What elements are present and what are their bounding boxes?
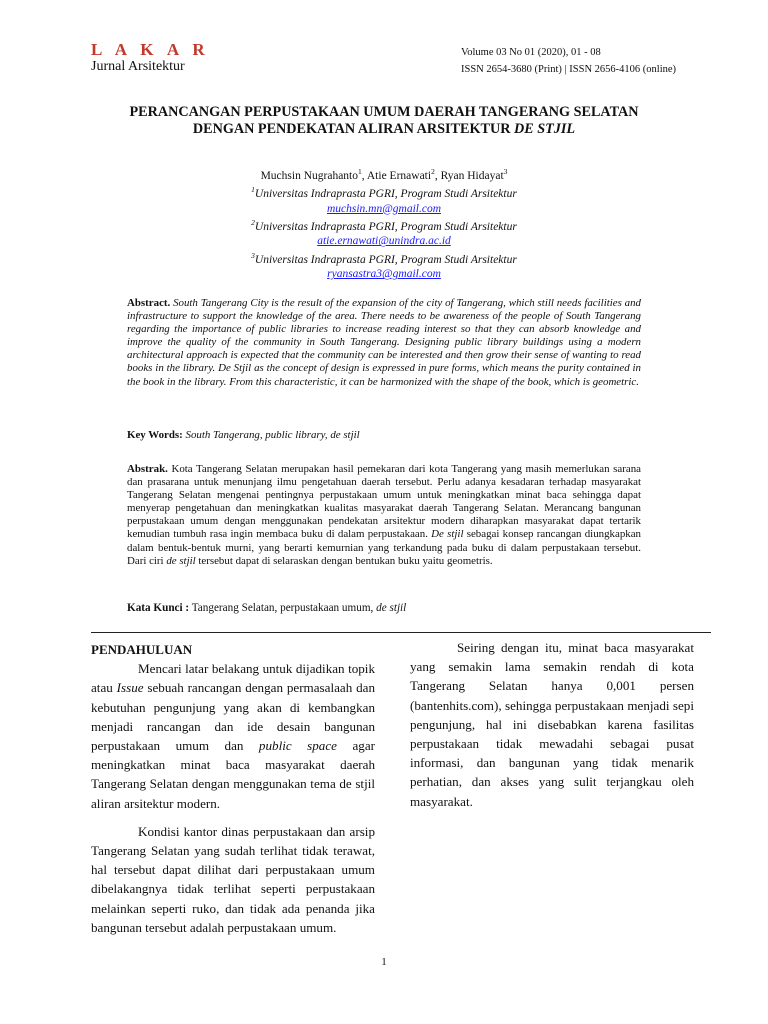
title-line2-italic: DE STJIL [514,121,576,137]
journal-logo: L A K A R [91,40,210,59]
affiliation-text: Universitas Indraprasta PGRI, Program Studi Arsitektur [254,188,517,201]
author-names: Muchsin Nugrahanto$^1$, Atie Ernawati$^2$, Ryan Hidayat$^3$ [260,167,508,182]
author-email[interactable]: atie.ernawati@unindra.ac.id [317,235,451,248]
abstrak-text: Kota Tangerang Selatan merupakan hasil pemekaran dari kota Tangerang yang masih memerlukan sarana dan prasarana untuk menunjang ilmu pengetahuan daerah tersebut. Perlu adanya kesadaran terhadap masyarakat Tangerang Selatan mengenai pentingnya perpustakaan umum untuk meningkatkan minat baca sehingga dapat menyerap pengetahuan dan meningkatkan kualitas masyarakat daerah Tangerang Selatan. Merancang bangunan perpustakaan umum dengan menggunakan pendekatan arsitektur modern diharapkan masyarakat dapat tertarik kemudian tumbuh rasa ingin membaca buku di dalam perpustakaan. [127,463,641,541]
paper-title-line1: PERANCANGAN PERPUSTAKAAN UMUM DAERAH TANGERANG SELATAN [129,104,639,120]
author-email[interactable]: ryansastra3@gmail.com [327,268,441,281]
author-sup: 1 [358,167,362,176]
page-number: 1 [381,956,387,968]
kata-kunci-label: Kata Kunci : [127,602,190,614]
body-text: Mencari latar belakang untuk dijadikan topik atau [91,661,375,696]
abstrak-italic: de stjil [166,554,196,567]
affiliation-text: Universitas Indraprasta PGRI, Program Studi Arsitektur [254,220,517,233]
body-italic: Issue [116,680,144,696]
author-sup: 3 [503,167,508,176]
body-text: sebuah rancangan dengan permasalaah dan kebutuhan pengunjung yang akan di kembangkan menjadi rancangan dan ide desain bangunan perpustakaan umum dan [91,680,375,754]
keywords-english [127,429,360,441]
affiliation-text: Universitas Indraprasta PGRI, Program Studi Arsitektur [254,253,517,266]
affiliation-sup: 1 [251,185,255,195]
title-line2-text: DENGAN PENDEKATAN ALIRAN ARSITEKTUR [192,121,514,137]
affiliation [100,183,668,201]
body-italic: public space [258,738,337,754]
paper-title-line2 [60,121,708,138]
keywords-label: Key Words: [127,429,183,441]
keywords-indonesian [127,602,406,614]
kata-kunci-italic: de stjil [376,602,407,614]
body-paragraph: Kondisi kantor dinas perpustakaan dan arsip Tangerang Selatan yang sudah terlihat tidak terawat, hal tersebut dapat dilihat dari perpustakaan umum dibelakangnya tidak terlihat seperti perpustakaan melainkan seperti ruko, dan tidak ada penanda jika bangunan tersebut adalah perpustakaan umum. [91,823,375,935]
abstrak-text: tersebut dapat di selaraskan dengan bentukan buku yaitu geometris. [195,554,493,567]
author-email[interactable]: muchsin.mn@gmail.com [326,202,442,215]
author-name: Ryan Hidayat [440,169,504,182]
volume-info: Volume 03 No 01 (2020), 01 - 08 [461,47,601,58]
authors-block [100,165,668,282]
abstrak-text: sebagai konsep rancangan diungkapkan dalam bentuk-bentuk murni, yang berarti kemurnian yang terkandung pada buku di dalam perpustakaan tersebut. Dari ciri [127,528,641,567]
body-column-left [91,640,375,937]
kata-kunci-text: Tangerang Selatan, perpustakaan umum, [189,602,377,614]
affiliation [100,216,668,234]
journal-subtitle: Jurnal Arsitektur [91,59,185,74]
body-paragraph: Seiring dengan itu, minat baca masyarakat yang semakin lama semakin rendah di kota Tangerang Selatan hanya 0,001 persen (bantenhits.com), sehingga perpustakaan menjadi sepi pengunjung, hal ini disebabkan karena fasilitas perpustakaan tidak mewadahi sebagai pusat informasi, dan bangunan yang tidak menarik perhatian, dan akses yang sulit terjangkau oleh masyarakat. [410,640,694,809]
abstrak-italic: De stjil [431,528,464,541]
affiliation [100,249,668,267]
keywords-text: South Tangerang, public library, de stjil [182,429,360,441]
author-name: Muchsin Nugrahanto [260,169,358,182]
issn-info: ISSN 2654-3680 (Print) | ISSN 2656-4106 (online) [461,64,677,75]
body-text: agar meningkatkan minat baca masyarakat daerah Tangerang Selatan dengan menggunakan tema de stjil aliran arsitektur modern. [91,738,375,811]
body-paragraph [91,659,375,813]
abstract-label: Abstract. [127,297,171,309]
section-heading: PENDAHULUAN [91,642,193,657]
abstract-indonesian [127,463,641,568]
abstract-english [127,297,641,389]
abstract-text: South Tangerang City is the result of the expansion of the city of Tangerang, which still needs facilities and infrastructure to support the knowledge of the area. There needs to be awareness of the people of South Tangerang regarding the importance of public libraries to increase reading interest so that they can absorb knowledge and improve the quality of the community in South Tangerang. Designing public library buildings using a modern architectural approach is expected that the community can be interested and then grow their sense of wanting to read books in the library. De Stjil as the concept of design is expressed in pure forms, which means the purity contained in the book in the library. From this characteristic, it can be harmonized with the shape of the book, which is geometric. [127,297,641,388]
author-name: Atie Ernawati [366,169,432,182]
affiliation-sup: 3 [251,250,255,260]
author-sup: 2 [431,167,435,176]
section-divider [91,632,711,633]
body-column-right [410,638,694,811]
affiliation-sup: 2 [251,218,255,228]
abstrak-label: Abstrak. [127,463,168,475]
